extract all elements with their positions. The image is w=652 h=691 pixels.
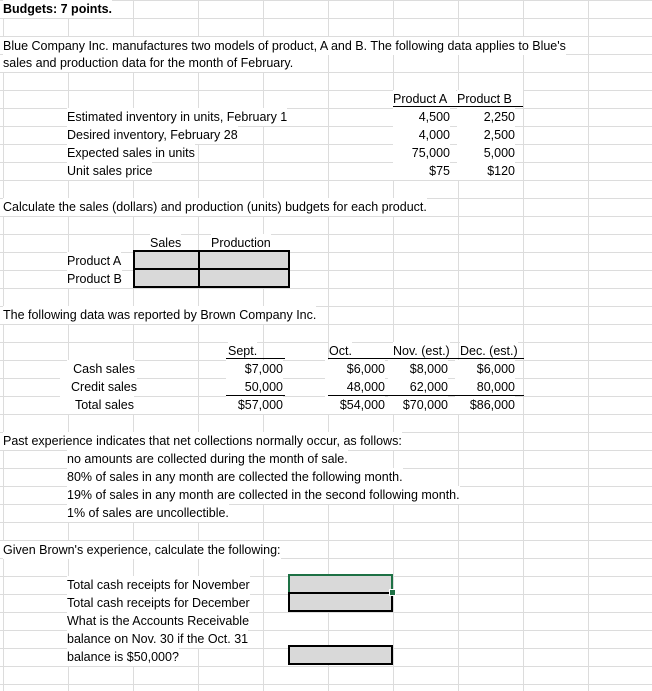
brown-cell: $6,000 bbox=[325, 360, 385, 378]
brown-header-underline bbox=[328, 358, 524, 359]
brown-header-underline bbox=[226, 358, 285, 359]
sales-product-a-input[interactable] bbox=[133, 250, 200, 270]
fill-handle[interactable] bbox=[389, 589, 396, 596]
brown-month-header: Nov. (est.) bbox=[393, 344, 450, 358]
brown-month-header: Dec. (est.) bbox=[460, 344, 518, 358]
nov-receipts-input[interactable] bbox=[288, 574, 393, 594]
brown-cell: 62,000 bbox=[388, 378, 448, 396]
brown-cell: $8,000 bbox=[388, 360, 448, 378]
blue-row-label: Desired inventory, February 28 bbox=[67, 128, 238, 142]
production-product-a-input[interactable] bbox=[198, 250, 290, 270]
brown-cell: $7,000 bbox=[226, 360, 283, 378]
dec-receipts-input[interactable] bbox=[288, 592, 393, 612]
blue-col-product-b: Product B bbox=[457, 90, 523, 108]
brown-row-label: Total sales bbox=[60, 396, 134, 414]
brown-month-header: Sept. bbox=[228, 344, 258, 358]
intro-line-2: sales and production data for the month of February. bbox=[3, 56, 294, 70]
brown-month-header: Oct. bbox=[329, 344, 352, 358]
question-dec-receipts: Total cash receipts for December bbox=[67, 596, 250, 610]
blue-row-label: Unit sales price bbox=[67, 164, 153, 178]
brown-cell: $57,000 bbox=[226, 396, 283, 414]
budget-col-sales: Sales bbox=[150, 236, 182, 250]
brown-cell: $86,000 bbox=[455, 396, 515, 414]
blue-header-underline bbox=[393, 106, 523, 107]
blue-cell-a: 4,000 bbox=[393, 126, 450, 144]
brown-cell: $70,000 bbox=[388, 396, 448, 414]
brown-row-label: Credit sales bbox=[60, 378, 137, 396]
collection-rule: 19% of sales in any month are collected in the second following month. bbox=[67, 488, 460, 502]
blue-row-label: Estimated inventory in units, February 1 bbox=[67, 110, 288, 124]
blue-cell-a: 4,500 bbox=[393, 108, 450, 126]
production-product-b-input[interactable] bbox=[198, 268, 290, 288]
collection-rule: no amounts are collected during the month of sale. bbox=[67, 452, 348, 466]
blue-cell-a: 75,000 bbox=[393, 144, 450, 162]
sales-product-b-input[interactable] bbox=[133, 268, 200, 288]
brown-row-label: Cash sales bbox=[67, 360, 135, 378]
blue-cell-b: 2,250 bbox=[457, 108, 515, 126]
blue-col-product-a: Product A bbox=[393, 90, 456, 108]
blue-cell-b: 2,500 bbox=[457, 126, 515, 144]
budget-row-product-a: Product A bbox=[67, 254, 122, 268]
collections-intro: Past experience indicates that net collections normally occur, as follows: bbox=[3, 434, 402, 448]
blue-row-label: Expected sales in units bbox=[67, 146, 195, 160]
brown-cell: $54,000 bbox=[325, 396, 385, 414]
budget-col-production: Production bbox=[211, 236, 271, 250]
brown-cell: 50,000 bbox=[226, 378, 283, 396]
question-ar-line: balance is $50,000? bbox=[67, 650, 179, 664]
blue-cell-a: $75 bbox=[393, 162, 450, 180]
page-title: Budgets: 7 points. bbox=[3, 2, 113, 16]
blue-cell-b: $120 bbox=[457, 162, 515, 180]
blue-cell-b: 5,000 bbox=[457, 144, 515, 162]
brown-cell: $6,000 bbox=[455, 360, 515, 378]
question-nov-receipts: Total cash receipts for November bbox=[67, 578, 250, 592]
given-instruction: Given Brown's experience, calculate the following: bbox=[3, 543, 281, 557]
intro-line-1: Blue Company Inc. manufactures two models of product, A and B. The following data applies to Blue's bbox=[3, 39, 566, 53]
question-ar-line: What is the Accounts Receivable bbox=[67, 614, 250, 628]
brown-cell: 80,000 bbox=[455, 378, 515, 396]
budget-row-product-b: Product B bbox=[67, 272, 122, 286]
ar-balance-input[interactable] bbox=[288, 645, 393, 665]
collection-rule: 1% of sales are uncollectible. bbox=[67, 506, 229, 520]
collection-rule: 80% of sales in any month are collected the following month. bbox=[67, 470, 403, 484]
calc-instruction: Calculate the sales (dollars) and production (units) budgets for each product. bbox=[3, 200, 427, 214]
brown-intro: The following data was reported by Brown Company Inc. bbox=[3, 308, 317, 322]
brown-cell: 48,000 bbox=[325, 378, 385, 396]
question-ar-line: balance on Nov. 30 if the Oct. 31 bbox=[67, 632, 249, 646]
